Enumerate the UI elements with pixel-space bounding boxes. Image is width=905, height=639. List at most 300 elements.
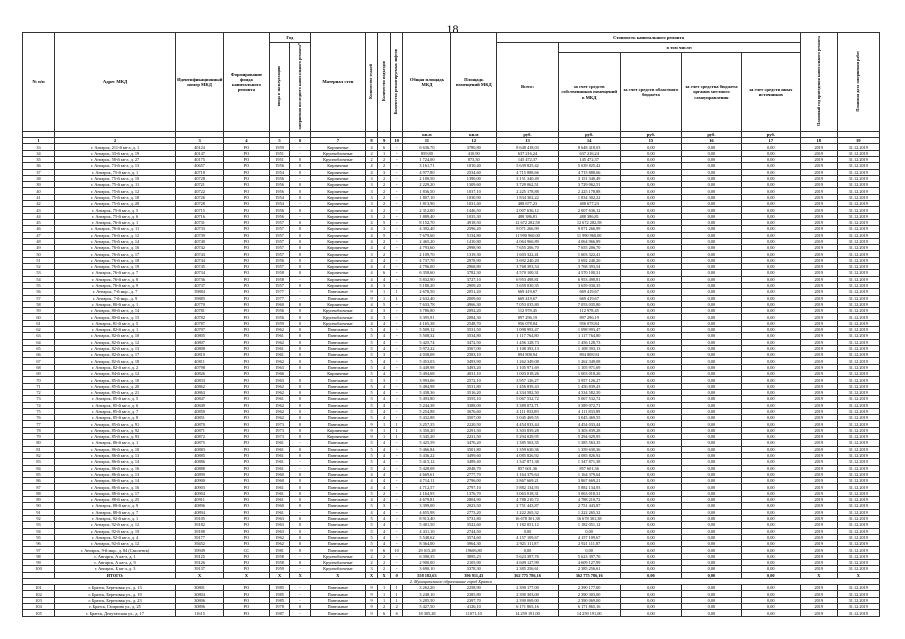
table-cell: 40911 [176,497,224,503]
table-cell: 0,00 [620,194,682,200]
table-cell: г. Ангарск, 86-й кв-л, д. 13 [54,471,175,477]
table-cell: - [390,478,403,484]
table-cell: 40728 [176,175,224,181]
table-cell: 0,00 [741,522,800,528]
table-cell: 0,00 [682,591,741,597]
table-cell: 2019 [801,156,838,162]
table-cell: 71 [23,383,55,389]
table-cell: 5 254,88 [403,408,451,414]
table-cell: 40805 [176,333,224,339]
table-cell: 2 390 177,00 [497,585,559,591]
table-cell: г. Ангарск, 86-й кв-л, д. 1 [54,440,175,446]
table-cell: 0,00 [620,345,682,351]
table-cell: 558 182,63 [403,572,451,578]
table-cell: 0,00 [682,515,741,521]
table-cell: 2 390 069,00 [497,597,559,603]
table-cell: 1 603 322,41 [558,251,620,257]
table-cell: 1 [378,427,391,433]
table-cell: 0,00 [682,408,741,414]
table-cell: 2 [378,194,391,200]
table-cell: 0,00 [741,188,800,194]
table-cell: 31.12.2019 [837,396,879,402]
table-cell: 4 454 033,44 [558,421,620,427]
table-cell: 0,00 [620,213,682,219]
table-cell: 4 [378,264,391,270]
table-cell: 3 [378,377,391,383]
table-cell: 0 [290,427,311,433]
table-cell: 0,00 [620,396,682,402]
header-planned-year: Плановый год проведения капитального ремонта [801,33,838,132]
table-cell: 31.12.2019 [837,194,879,200]
table-cell: 4 788 210,72 [497,497,559,503]
table-cell: 0,00 [682,358,741,364]
table-cell: 4 [378,402,391,408]
table-cell: 1 603 322,41 [497,251,559,257]
table-cell: 4 [365,471,378,477]
table-cell: 2019 [801,415,838,421]
table-cell: 0,00 [741,371,800,377]
table-cell: 5 [365,358,378,364]
table-cell: 2 225 178,88 [497,188,559,194]
table-cell: 0,00 [620,553,682,559]
table-cell: 4 609 127,99 [558,559,620,565]
table-cell: 59 [23,308,55,314]
table-cell: 0,00 [741,547,800,553]
table-cell: 4 [378,484,391,490]
table-cell: 0,00 [682,559,741,565]
table-cell: г. Братск, Березовая ул., д. 23 [54,597,175,603]
table-cell: 4 334 582,50 [558,389,620,395]
table-cell: г. Ангарск, 80-й кв-л, д. 15 [54,314,175,320]
table-cell: 0,00 [682,282,741,288]
table-cell: 31.12.2019 [837,358,879,364]
table-cell: 31.12.2019 [837,371,879,377]
table-cell: 78 [23,427,55,433]
table-cell: 2 [378,163,391,169]
table-cell: 0,00 [682,415,741,421]
table-cell: 1961 [269,352,290,358]
table-cell: 2019 [801,251,838,257]
table-cell: 0,00 [682,295,741,301]
table-cell: 5 484,98 [403,383,451,389]
table-cell: 54 [23,276,55,282]
table-cell: Панельные [310,333,365,339]
table-cell: - [390,534,403,540]
table-cell: 0,00 [620,377,682,383]
table-cell: 5 639 825,42 [497,163,559,169]
table-cell: 31.12.2019 [837,301,879,307]
table-cell: 1957 [269,251,290,257]
table-cell: Х [837,572,879,578]
table-cell: 90 [23,503,55,509]
table-cell: 0,00 [620,175,682,181]
table-cell: 1037,10 [451,188,497,194]
table-cell: 19606,80 [451,547,497,553]
table-cell: 40872 [176,434,224,440]
table-cell: РО [224,219,270,225]
table-cell: 0,00 [497,547,559,553]
table-cell: 0,00 [620,201,682,207]
table-cell: Панельные [310,408,365,414]
table-cell: Панельные [310,396,365,402]
table-cell: 40718 [176,169,224,175]
table-cell: 5 [365,389,378,395]
table-cell: 2804,90 [451,497,497,503]
table-cell: 4 [378,415,391,421]
table-cell: - [390,320,403,326]
table-cell: г. Ангарск, 85-й кв-л, д. 91 [54,421,175,427]
table-cell: 3 768 393,54 [497,264,559,270]
table-cell: 3567,00 [451,345,497,351]
table-cell: 2 [378,182,391,188]
table-cell: 1961 [269,446,290,452]
table-cell: РО [224,478,270,484]
table-cell: 4 [378,497,391,503]
table-cell: 2019 [801,427,838,433]
table-cell: Панельные [310,585,365,591]
table-cell: РО [224,610,270,616]
table-cell: 4 [378,245,391,251]
table-cell: 14 259 191,00 [497,610,559,616]
table-cell: г. Ангарск, 82-й кв-л, д. 17 [54,352,175,358]
table-cell: 2019 [801,352,838,358]
table-cell: 4 [365,497,378,503]
table-cell: 956 078,84 [497,320,559,326]
table-cell: 0 [290,528,311,534]
table-cell: - [390,156,403,162]
table-cell: 0,00 [620,572,682,578]
table-cell: г. Ангарск, 86-й кв-л, д. 14 [54,478,175,484]
table-cell: г. Ангарск, 88-й кв-л, д. 7 [54,509,175,515]
table-cell: 3 [365,213,378,219]
table-cell: РО [224,345,270,351]
table-cell: 40736 [176,276,224,282]
column-number: 14 [558,138,620,144]
table-cell: 2548,70 [451,320,497,326]
table-cell: РО [224,301,270,307]
table-cell: - [390,566,403,572]
table-cell: - [390,226,403,232]
table-cell: 2048,70 [451,465,497,471]
table-cell: г. Ангарск, 75-й кв-л, д. 6 [54,213,175,219]
table-cell: 2019 [801,245,838,251]
table-cell: 6 358,60 [403,270,451,276]
table-cell: 0,00 [682,452,741,458]
table-cell: 6 171 865,16 [558,604,620,610]
table-cell: 31.12.2019 [837,264,879,270]
table-cell: г. Ангарск, 85-й кв-л, д. 6 [54,402,175,408]
table-cell: 1 834 302,22 [558,194,620,200]
table-cell: 4918,50 [451,219,497,225]
table-cell: 4 [378,509,391,515]
table-cell: РО [224,402,270,408]
table-cell: 3 867 669,21 [558,478,620,484]
table-cell: 2019 [801,333,838,339]
table-cell: РО [224,245,270,251]
table-cell: 0,00 [741,301,800,307]
table-cell: 1963 [269,515,290,521]
table-cell: - [390,238,403,244]
table-cell: 0,00 [682,150,741,156]
table-cell: 3476,20 [451,440,497,446]
table-cell: 31.12.2019 [837,226,879,232]
table-cell: РО [224,371,270,377]
table-cell: 669 419,67 [497,289,559,295]
table-cell: Кирпичные [310,270,365,276]
header-cost-owners: за счет средств собственников помещений в МКД [558,53,620,132]
table-cell: 11615 [176,610,224,616]
table-cell: 4 [378,364,391,370]
table-cell: 2019 [801,452,838,458]
table-cell: 31.12.2019 [837,452,879,458]
table-cell: 3555,10 [451,396,497,402]
table-cell: г. Ангарск, 75-й кв-л, д. 5 [54,207,175,213]
table-cell: 40742 [176,245,224,251]
table-cell: 40810 [176,352,224,358]
table-cell: 1956 [269,182,290,188]
table-cell: 0,00 [682,484,741,490]
table-cell: 1 [390,585,403,591]
table-cell: 31.12.2019 [837,541,879,547]
table-cell: 6 [378,547,391,553]
table-cell: 0,00 [620,497,682,503]
table-cell: - [390,352,403,358]
table-cell: 31.12.2019 [837,553,879,559]
table-cell: РО [224,503,270,509]
table-cell: 2019 [801,604,838,610]
table-cell: 0,00 [620,484,682,490]
table-cell: 0 [290,345,311,351]
table-cell: 5 [365,515,378,521]
table-cell: 1961 [269,396,290,402]
table-cell: 2978,90 [451,257,497,263]
table-cell: г. Ангарск, 76-й кв-л, д. 18 [54,257,175,263]
table-cell: 1 359 630,36 [558,446,620,452]
table-cell: 0,00 [682,188,741,194]
table-cell: 410,90 [451,150,497,156]
table-cell: 4 111 833,89 [558,408,620,414]
table-cell: 1 456 839,43 [497,383,559,389]
table-cell: Кирпичные [310,219,365,225]
table-cell: 5 639 825,42 [558,163,620,169]
table-cell: 4126,10 [451,604,497,610]
table-cell: 0,00 [620,459,682,465]
table-cell: 0 [290,534,311,540]
table-cell: 39885 [176,295,224,301]
table-cell: 0,00 [741,553,800,559]
table-cell: 1 [378,421,391,427]
table-cell: 2 [378,207,391,213]
table-cell: 9 [365,604,378,610]
table-cell: 31.12.2019 [837,282,879,288]
table-cell: 72 [23,389,55,395]
table-cell: 0 [290,383,311,389]
table-cell: 5 [365,371,378,377]
table-cell: 7 655 206,70 [558,245,620,251]
table-cell: 41 [23,194,55,200]
table-cell: 0,00 [620,465,682,471]
table-cell: 4 [378,276,391,282]
table-cell: Панельные [310,522,365,528]
table-cell: Х [378,572,391,578]
table-cell: 1810,40 [451,163,497,169]
table-cell: - [390,201,403,207]
table-cell: 44 [23,213,55,219]
table-cell: 40894 [176,509,224,515]
table-cell: 98 [23,553,55,559]
table-cell: 4 712,57 [403,484,451,490]
table-cell: 31.12.2019 [837,219,879,225]
table-cell: 0,00 [741,345,800,351]
table-cell: 40808 [176,345,224,351]
table-cell: 12 672 282,58 [497,219,559,225]
table-cell: 40886 [176,459,224,465]
table-cell: 0 [290,421,311,427]
table-cell: 0 [290,446,311,452]
table-cell: 0,00 [620,301,682,307]
header-cost: Стоимость капитального ремонта [497,33,801,43]
table-cell: 5 [365,528,378,534]
table-cell: 7 633,78 [403,301,451,307]
table-cell: 0,00 [741,333,800,339]
table-cell: 0 [290,188,311,194]
table-cell: - [390,408,403,414]
table-cell: 5 508,32 [403,333,451,339]
table-cell: 2796,00 [451,478,497,484]
table-cell: 857 601,36 [497,465,559,471]
table-cell: 11 990 960,00 [558,232,620,238]
table-cell: 18 305,28 [403,610,451,616]
table-cell: - [390,270,403,276]
table-cell: - [390,465,403,471]
table-cell: 3964,30 [451,541,497,547]
table-cell: 2019 [801,188,838,194]
table-cell: 2019 [801,528,838,534]
table-cell: 31.12.2019 [837,257,879,263]
table-cell: РО [224,421,270,427]
table-cell: 31.12.2019 [837,156,879,162]
table-cell: 2 [378,213,391,219]
column-number: 15 [620,138,682,144]
table-cell: 1 105 971,69 [497,364,559,370]
table-cell: 0,00 [741,572,800,578]
table-cell: 2019 [801,295,838,301]
table-cell: - [390,415,403,421]
table-cell: ИТОГО: [54,572,175,578]
table-cell: 2019 [801,408,838,414]
table-cell: 9 [365,427,378,433]
table-cell: 40871 [176,427,224,433]
table-cell: 0,00 [682,251,741,257]
table-cell: - [390,169,403,175]
table-cell: 31.12.2019 [837,150,879,156]
table-cell: 3 659 030,35 [558,282,620,288]
table-cell: 0 [290,389,311,395]
table-cell: Панельные [310,465,365,471]
table-cell: 1 807,10 [403,194,451,200]
table-cell: 0,00 [741,408,800,414]
table-cell: 83 [23,459,55,465]
table-cell: 1 [390,597,403,603]
table-cell: Крупноблочные [310,553,365,559]
table-cell: 3 303 839,28 [497,427,559,433]
table-cell: 3501,80 [451,446,497,452]
table-cell: г. Ангарск, 75-й кв-л, д. 11 [54,182,175,188]
table-cell: 48 [23,238,55,244]
table-cell: 40850 [176,408,224,414]
table-cell: Панельные [310,534,365,540]
table-cell: 3 957 126,27 [558,377,620,383]
table-cell: 0 [290,484,311,490]
table-cell: 2 385 256,61 [558,566,620,572]
table-cell: 2019 [801,371,838,377]
table-cell: РО [224,383,270,389]
table-cell: 2019 [801,484,838,490]
table-cell: 1962 [269,408,290,414]
table-cell: 0,00 [741,377,800,383]
table-cell: РО [224,156,270,162]
table-cell: 52 [23,264,55,270]
table-cell: 0,00 [620,327,682,333]
table-cell: г. Ангарск, 85-й кв-л, д. 20 [54,383,175,389]
table-cell: г. Ангарск, 92-й кв-л, д. 12 [54,522,175,528]
table-cell: - [290,295,311,301]
table-cell: 4 977,80 [403,169,451,175]
table-cell: 8 364,00 [403,541,451,547]
table-cell: 0,00 [620,226,682,232]
table-cell: 0 [290,339,311,345]
table-cell: 0,00 [620,566,682,572]
table-cell: 2773,20 [451,509,497,515]
table-cell: 0 [290,377,311,383]
table-cell: 0 [290,478,311,484]
table-cell: 40833 [176,377,224,383]
table-cell: 0,00 [682,245,741,251]
table-cell: 2019 [801,553,838,559]
table-cell: 0,00 [620,264,682,270]
table-cell: 2019 [801,471,838,477]
table-cell: 5 425,74 [403,339,451,345]
table-cell: Кирпичные [310,194,365,200]
table-cell: 3493,90 [451,358,497,364]
table-cell: 0,00 [620,402,682,408]
table-cell: 3782,30 [451,270,497,276]
table-cell: 0,00 [682,547,741,553]
table-cell: 0,00 [682,597,741,603]
table-cell: 40739 [176,232,224,238]
table-cell: РО [224,295,270,301]
table-cell: 1961 [269,459,290,465]
table-cell: 1 108 393,13 [497,345,559,351]
table-cell: 0,00 [620,440,682,446]
table-cell: г. Ангарск, 82-й кв-л, д. 2 [54,364,175,370]
table-cell: 5 481,50 [403,522,451,528]
table-cell: Панельные [310,446,365,452]
table-cell: 1 098 993,47 [558,327,620,333]
table-cell: 0,00 [741,528,800,534]
table-cell: 55 [23,282,55,288]
table-cell: 5 067 532,72 [558,396,620,402]
table-cell: РО [224,308,270,314]
table-cell: 93 [23,522,55,528]
table-cell: 30806 [176,597,224,603]
table-cell: 31.12.2019 [837,352,879,358]
table-cell: 40781 [176,308,224,314]
table-cell: 1966 [269,371,290,377]
table-cell: 5 294 029,95 [497,434,559,440]
table-cell: РО [224,257,270,263]
table-cell: 3 [365,188,378,194]
